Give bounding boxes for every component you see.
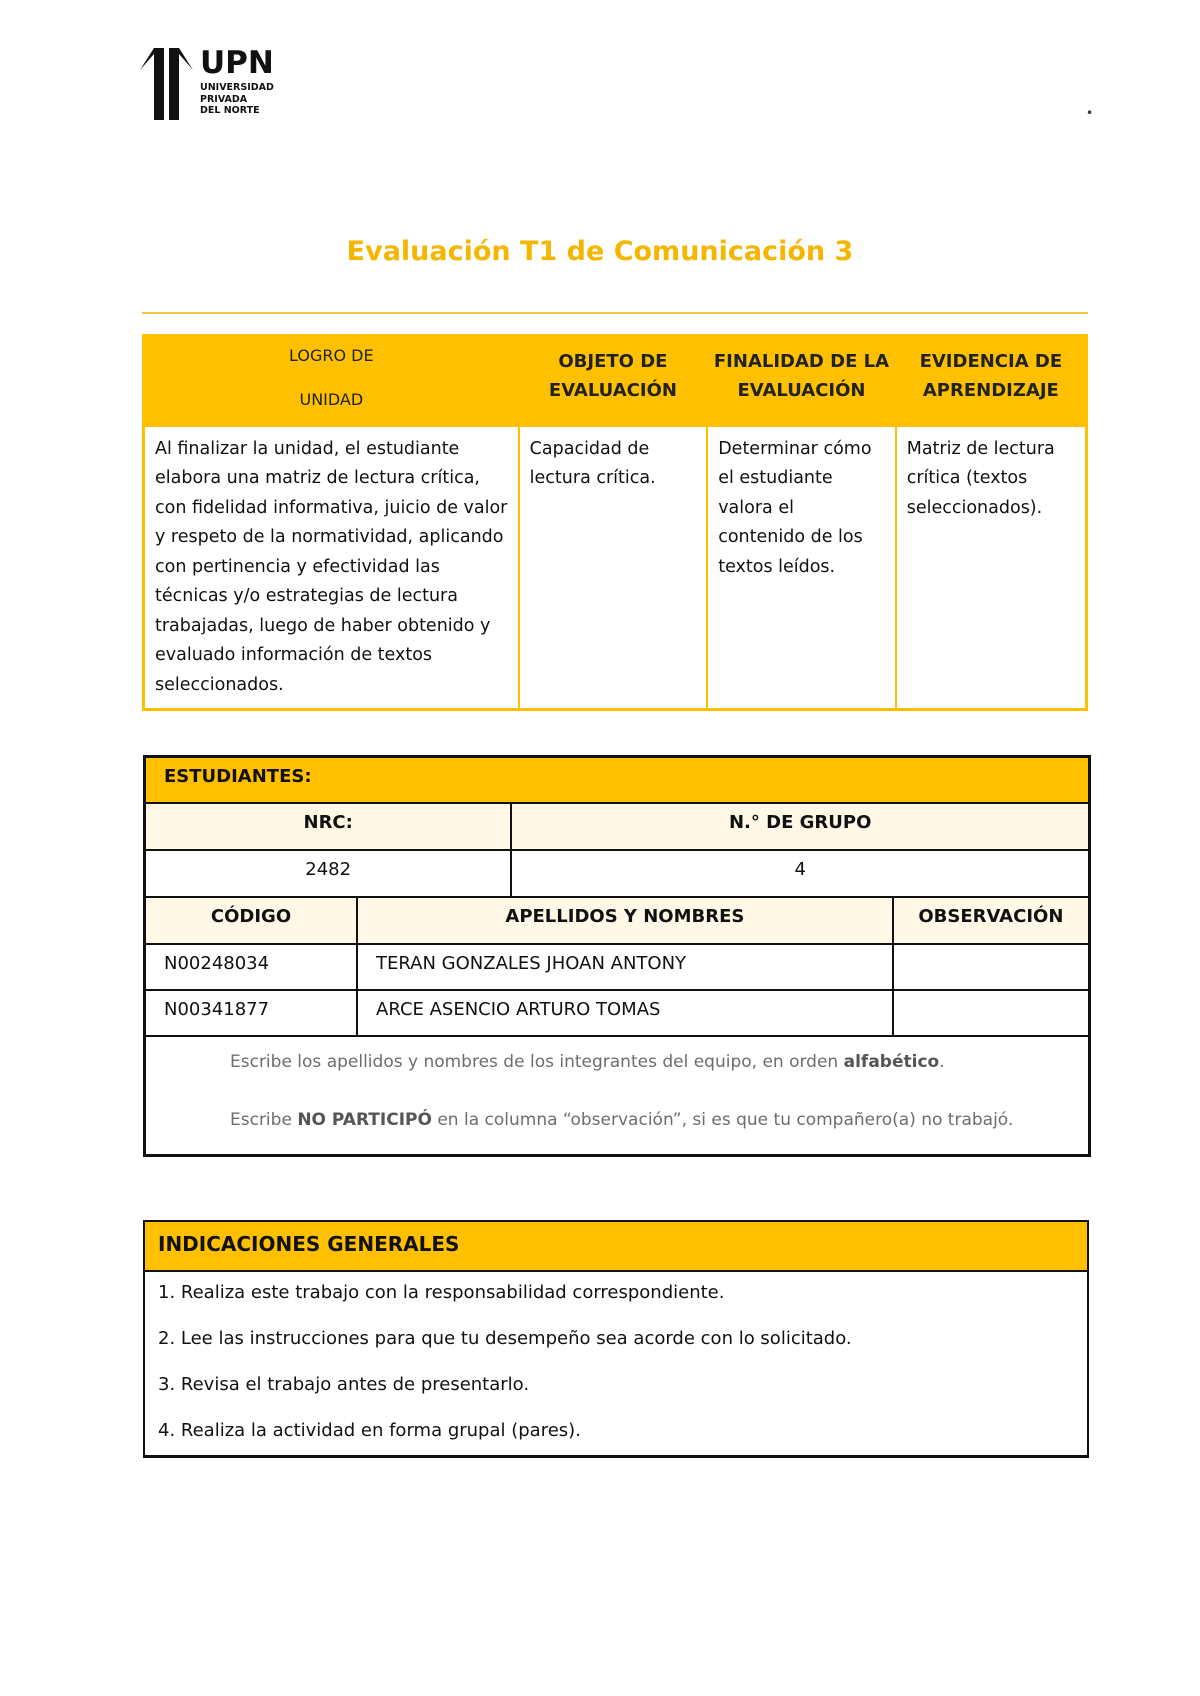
list-item: 4. Realiza la actividad en forma grupal (pares). <box>158 1420 581 1441</box>
nombres-column-header: APELLIDOS Y NOMBRES <box>357 897 893 944</box>
note2-suffix: en la columna “observación”, si es que tu compañero(a) no trabajó. <box>431 1109 1014 1130</box>
logo-sub-line-3: DEL NORTE <box>200 105 260 116</box>
logro-header-line-2: UNIDAD <box>299 390 364 409</box>
instruction-alphabetical <box>230 1051 1088 1073</box>
student-observacion[interactable] <box>893 944 1090 990</box>
note1-prefix: Escribe los apellidos y nombres de los integrantes del equipo, en orden <box>230 1051 844 1072</box>
list-item: 3. Revisa el trabajo antes de presentarlo. <box>158 1374 530 1395</box>
logo-sub-line-1: UNIVERSIDAD <box>200 82 274 93</box>
grupo-label: N.° DE GRUPO <box>511 803 1089 850</box>
observacion-column-header: OBSERVACIÓN <box>893 897 1090 944</box>
note1-suffix: . <box>939 1051 945 1072</box>
student-observacion[interactable] <box>893 990 1090 1036</box>
list-item: 2. Lee las instrucciones para que tu desempeño sea acorde con lo solicitado. <box>158 1328 852 1349</box>
general-instructions-table <box>143 1220 1089 1458</box>
title-divider <box>142 312 1088 314</box>
note2-bold: NO PARTICIPÓ <box>297 1109 432 1130</box>
general-instructions-heading: INDICACIONES GENERALES <box>144 1221 1088 1271</box>
note1-bold: alfabético <box>843 1051 940 1072</box>
evaluation-header-table <box>142 334 1088 711</box>
logro-value: Al finalizar la unidad, el estudiante elabora una matriz de lectura crítica, con fidelidad informativa, juicio de valor y respeto de la normatividad, aplicando con pertinencia y efectividad las técnicas y/o estrategias de lectura trabajadas, luego de haber obtenido y evaluado información de textos seleccionados. <box>144 426 519 710</box>
page-title: Evaluación T1 de Comunicación 3 <box>346 236 854 267</box>
general-instructions-list <box>144 1271 1088 1456</box>
logo-sub-line-2: PRIVADA <box>200 93 248 105</box>
student-nombre: TERAN GONZALES JHOAN ANTONY <box>357 944 893 990</box>
logo-name: UPN <box>200 45 274 81</box>
students-section-label: ESTUDIANTES: <box>145 757 1090 803</box>
instruction-no-participo <box>230 1109 1088 1131</box>
finalidad-header: FINALIDAD DE LA EVALUACIÓN <box>707 336 896 426</box>
nrc-value: 2482 <box>145 850 512 897</box>
note2-prefix: Escribe <box>230 1109 298 1130</box>
nrc-label: NRC: <box>145 803 512 850</box>
student-codigo: N00248034 <box>145 944 358 990</box>
evidencia-header: EVIDENCIA DE APRENDIZAJE <box>896 336 1087 426</box>
objeto-header: OBJETO DE EVALUACIÓN <box>519 336 708 426</box>
evidencia-value: Matriz de lectura crítica (textos seleccionados). <box>896 426 1087 710</box>
student-nombre: ARCE ASENCIO ARTURO TOMAS <box>357 990 893 1036</box>
objeto-value: Capacidad de lectura crítica. <box>519 426 708 710</box>
page-mark: • <box>1086 106 1094 120</box>
table-row <box>145 990 1090 1036</box>
logo-wordmark <box>200 45 274 117</box>
finalidad-value: Determinar cómo el estudiante valora el contenido de los textos leídos. <box>707 426 896 710</box>
logro-header-line-1: LOGRO DE <box>289 346 374 365</box>
students-instructions <box>145 1036 1090 1156</box>
list-item: 1. Realiza este trabajo con la responsabilidad correspondiente. <box>158 1282 725 1303</box>
student-codigo: N00341877 <box>145 990 358 1036</box>
grupo-value: 4 <box>511 850 1089 897</box>
logro-header <box>144 336 519 426</box>
codigo-column-header: CÓDIGO <box>145 897 358 944</box>
table-row <box>145 944 1090 990</box>
students-table <box>143 755 1091 1157</box>
